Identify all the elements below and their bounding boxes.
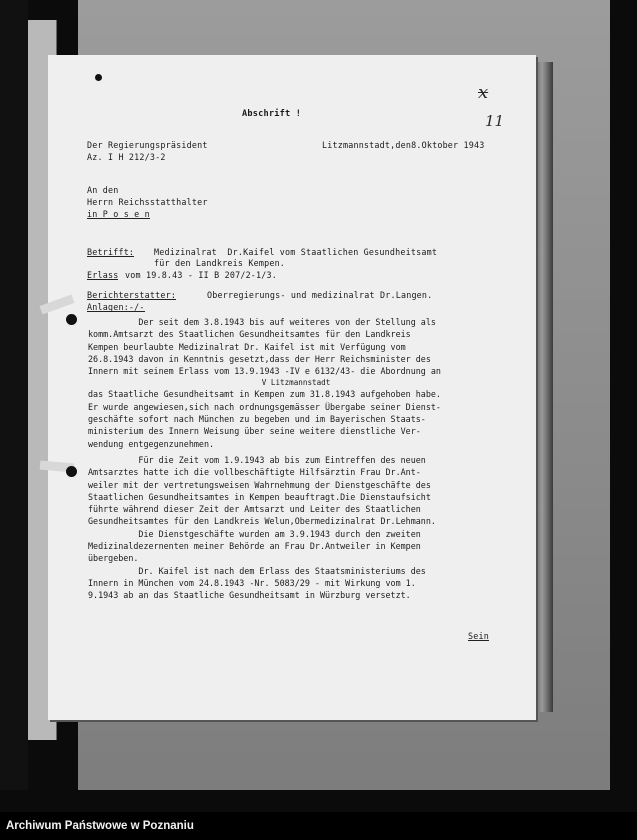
body-line: weiler mit der vertretungsweisen Wahrnehmung der Dienstgeschäfte des — [88, 479, 431, 490]
body-line: 9.1943 ab an das Staatliche Gesundheitsamt in Würzburg versetzt. — [88, 590, 411, 601]
letter-body — [88, 317, 516, 603]
attachments-label: Anlagen:-/- — [87, 302, 145, 312]
body-line: Innern mit seinem Erlass vom 13.9.1943 -IV e 6132/43- die Abordnung an — [88, 366, 441, 377]
reporter-text: Oberregierungs- und medizinalrat Dr.Langen. — [207, 290, 433, 300]
reporter-label: Berichterstatter: — [87, 290, 177, 300]
decree-label: Erlass — [87, 270, 119, 280]
subject-line-1: Medizinalrat Dr.Kaifel vom Staatlichen Gesundheitsamt — [154, 247, 438, 257]
addressee-line-2: Herrn Reichsstatthalter — [87, 197, 208, 207]
addressee-line-3: in P o s e n — [87, 209, 150, 219]
document-title: Abschrift ! — [242, 109, 302, 119]
body-line: Innern in München vom 24.8.1943 -Nr. 5083/29 - mit Wirkung vom 1. — [88, 577, 416, 588]
subject-label: Betrifft: — [87, 247, 135, 257]
body-line: Für die Zeit vom 1.9.1943 ab bis zum Eintreffen des neuen — [88, 454, 426, 465]
body-line: geschäfte sofort nach München zu begeben und im Bayerischen Staats- — [88, 414, 426, 425]
body-line: Er wurde angewiesen,sich nach ordnungsgemässer Übergabe seiner Dienst- — [88, 401, 441, 412]
body-line: Dr. Kaifel ist nach dem Erlass des Staatsministeriums des — [88, 565, 426, 576]
ink-mark — [95, 74, 102, 81]
body-line: Die Dienstgeschäfte wurden am 3.9.1943 durch den zweiten — [88, 528, 421, 539]
body-line: V Litzmannstadt — [88, 378, 331, 388]
crossed-mark: x — [478, 82, 489, 103]
decree-text: vom 19.8.43 - II B 207/2-1/3. — [125, 270, 278, 280]
punch-hole-bottom — [66, 466, 77, 477]
body-line: komm.Amtsarzt des Staatlichen Gesundheitsamtes für den Landkreis — [88, 329, 411, 340]
subject-line-2: für den Landkreis Kempen. — [154, 258, 286, 268]
body-line: Kempen beurlaubte Medizinalrat Dr. Kaifel ist mit Verfügung vom — [88, 341, 406, 352]
place-date: Litzmannstadt,den8.Oktober 1943 — [322, 140, 485, 150]
body-line: das Staatliche Gesundheitsamt in Kempen zum 31.8.1943 aufgehoben habe. — [88, 389, 441, 400]
body-line: Amtsarztes hatte ich die vollbeschäftigte Hilfsärztin Frau Dr.Ant- — [88, 467, 421, 478]
body-line: 26.8.1943 davon in Kenntnis gesetzt,dass der Herr Reichsminister des — [88, 353, 431, 364]
punch-hole-top — [66, 314, 77, 325]
body-line: Staatlichen Gesundheitsamtes in Kempen beauftragt.Die Dienstaufsicht — [88, 491, 431, 502]
sender-line: Der Regierungspräsident — [87, 140, 208, 150]
archive-caption: Archiwum Państwowe w Poznaniu — [6, 820, 194, 832]
body-line: wendung entgegenzunehmen. — [88, 438, 215, 449]
body-line: Medizinaldezernenten meiner Behörde an Frau Dr.Antweiler in Kempen — [88, 541, 421, 552]
body-line: Gesundheitsamtes für den Landkreis Welun,Obermedizinalrat Dr.Lehmann. — [88, 516, 436, 527]
body-line: Der seit dem 3.8.1943 bis auf weiteres von der Stellung als — [88, 317, 436, 327]
body-line: führte während dieser Zeit der Amtsarzt und Leiter des Staatlichen — [88, 504, 421, 515]
left-dark-margin — [0, 0, 28, 790]
addressee-line-1: An den — [87, 185, 119, 195]
body-line: übergeben. — [88, 553, 139, 564]
handwritten-page-number: 11 — [485, 112, 505, 130]
body-line: ministerium des Innern Weisung über seine weitere dienstliche Ver- — [88, 426, 421, 437]
stacked-pages-edge — [535, 62, 553, 712]
continuation-word: Sein — [468, 631, 489, 641]
reference-number: Az. I H 212/3-2 — [87, 152, 166, 162]
archive-footer — [0, 812, 637, 840]
